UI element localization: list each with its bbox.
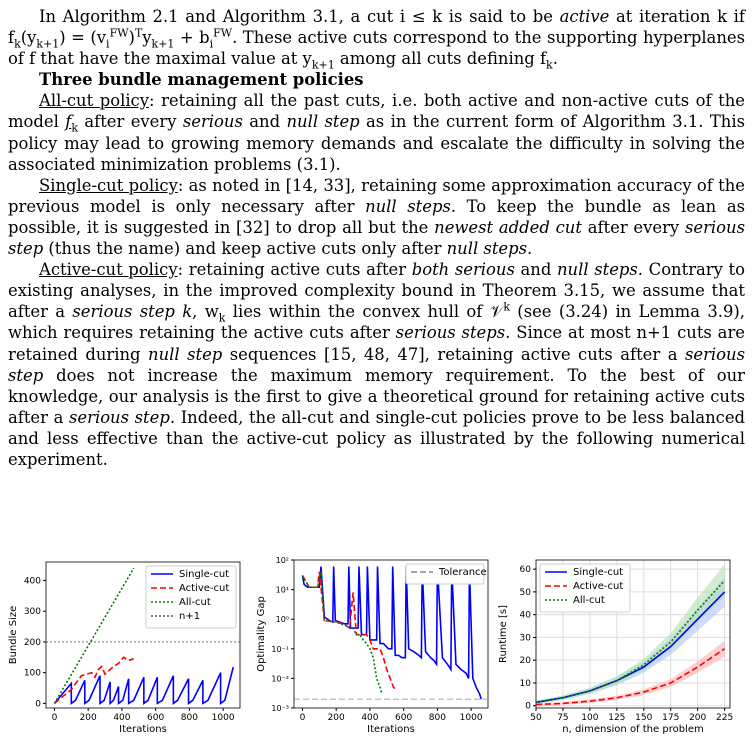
x-tick-label: 200 xyxy=(327,713,345,723)
paragraph-single-cut: Single-cut policy: as noted in [14, 33], retaining some approximation accuracy of the previous model is only necessary after null steps. To keep the bundle as lean as possible, it is suggested in [32] to drop all but the newest added cut after every serious step (thus the name) and keep active cuts only after null steps. xyxy=(8,175,745,259)
x-tick-label: 0 xyxy=(51,713,58,723)
y-tick-label: 10⁻² xyxy=(271,674,289,684)
x-tick-label: 800 xyxy=(180,713,198,723)
paper-body xyxy=(8,6,745,470)
x-tick-label: 1000 xyxy=(459,713,483,723)
legend-label: Tolerance xyxy=(439,567,487,578)
y-tick-label: 40 xyxy=(519,610,531,621)
y-tick-label: 60 xyxy=(519,565,531,576)
x-tick-label: 400 xyxy=(361,713,379,723)
y-tick-label: 100 xyxy=(23,668,41,679)
x-tick-label: 200 xyxy=(689,713,707,723)
chart-runtime xyxy=(500,550,748,745)
y-tick-label: 10⁻¹ xyxy=(271,644,289,654)
x-tick-label: 0 xyxy=(299,713,306,723)
chart-optimality-gap xyxy=(250,550,498,745)
legend-label: All-cut xyxy=(179,597,211,608)
legend-label: Single-cut xyxy=(573,567,624,578)
y-tick-label: 10 xyxy=(519,678,531,689)
y-tick-label: 300 xyxy=(23,607,41,618)
legend-label: All-cut xyxy=(573,595,605,606)
x-axis-label: Iterations xyxy=(367,724,415,735)
paragraph-active-cuts: In Algorithm 2.1 and Algorithm 3.1, a cut i ≤ k is said to be active at iteration k if $f_k(y_{k+1}) = (v_i^{FW})^Ty_{k+1} + b_i^{FW}$. These active cuts correspond to the supporting hyperplanes of f that have the maximal value at $y_{k+1}$ among all cuts defining $f_k$. xyxy=(8,7,745,72)
x-tick-label: 75 xyxy=(557,713,569,723)
legend-label: Single-cut xyxy=(179,569,230,580)
x-axis-label: Iterations xyxy=(119,724,167,735)
y-tick-label: 10⁰ xyxy=(275,615,289,625)
x-tick-label: 800 xyxy=(428,713,446,723)
legend-label: n+1 xyxy=(179,611,201,622)
y-tick-label: 10² xyxy=(275,556,289,565)
x-tick-label: 175 xyxy=(662,713,680,723)
series-line-single-cut xyxy=(302,567,481,700)
x-tick-label: 50 xyxy=(530,713,542,723)
series-line-active-cut xyxy=(54,657,133,703)
paragraph-all-cut: All-cut policy: retaining all the past cuts, i.e. both active and non-active cuts of the model $f_k$ after every serious and null step as in the current form of Algorithm 3.1. This policy may lead to growing memory demands and escalate the difficulty in solving the associated minimization problems (3.1). xyxy=(8,91,745,174)
y-axis-label: Bundle Size xyxy=(8,605,19,665)
y-tick-label: 20 xyxy=(519,656,531,667)
chart-bundle-size xyxy=(0,550,248,745)
series-line-all-cut xyxy=(54,568,133,703)
legend-label: Active-cut xyxy=(179,583,230,594)
x-tick-label: 125 xyxy=(608,713,626,723)
y-tick-label: 50 xyxy=(519,587,531,598)
y-tick-label: 30 xyxy=(519,633,531,644)
x-tick-label: 1000 xyxy=(211,713,235,723)
series-line-single-cut xyxy=(54,667,233,703)
paragraph-active-cut: Active-cut policy: retaining active cuts after both serious and null steps. Contrary to existing analyses, in the improved complexity bound in Theorem 3.15, we assume that after a serious step k, $w_k$ lies within the convex hull of 𝒱$^k$ (see (3.24) in Lemma 3.9), which requires retaining the active cuts after serious steps. Since at most n+1 cuts are retained during null step sequences [15, 48, 47], retaining active cuts after a serious step does not increase the maximum memory requirement. To the best of our knowledge, our analysis is the first to give a theoretical ground for retaining active cuts after a serious step. Indeed, the all-cut and single-cut policies prove to be less balanced and less effective than the active-cut policy as illustrated by the following numerical experiment. xyxy=(8,260,746,469)
x-axis-label: n, dimension of the problem xyxy=(562,724,704,735)
y-axis-label: Runtime [s] xyxy=(498,605,509,663)
x-tick-label: 600 xyxy=(147,713,165,723)
y-tick-label: 10¹ xyxy=(275,585,289,595)
y-tick-label: 10⁻³ xyxy=(271,704,289,713)
y-axis-label: Optimality Gap xyxy=(256,596,267,672)
x-tick-label: 225 xyxy=(716,713,734,723)
x-tick-label: 400 xyxy=(113,713,131,723)
x-tick-label: 150 xyxy=(635,713,653,723)
section-heading: Three bundle management policies xyxy=(39,70,364,90)
x-tick-label: 100 xyxy=(581,713,599,723)
legend-label: Active-cut xyxy=(573,581,624,592)
y-tick-label: 0 xyxy=(525,701,531,712)
x-tick-label: 600 xyxy=(395,713,413,723)
y-tick-label: 200 xyxy=(23,637,41,648)
y-tick-label: 0 xyxy=(35,699,41,710)
x-tick-label: 200 xyxy=(79,713,97,723)
y-tick-label: 400 xyxy=(23,576,41,587)
